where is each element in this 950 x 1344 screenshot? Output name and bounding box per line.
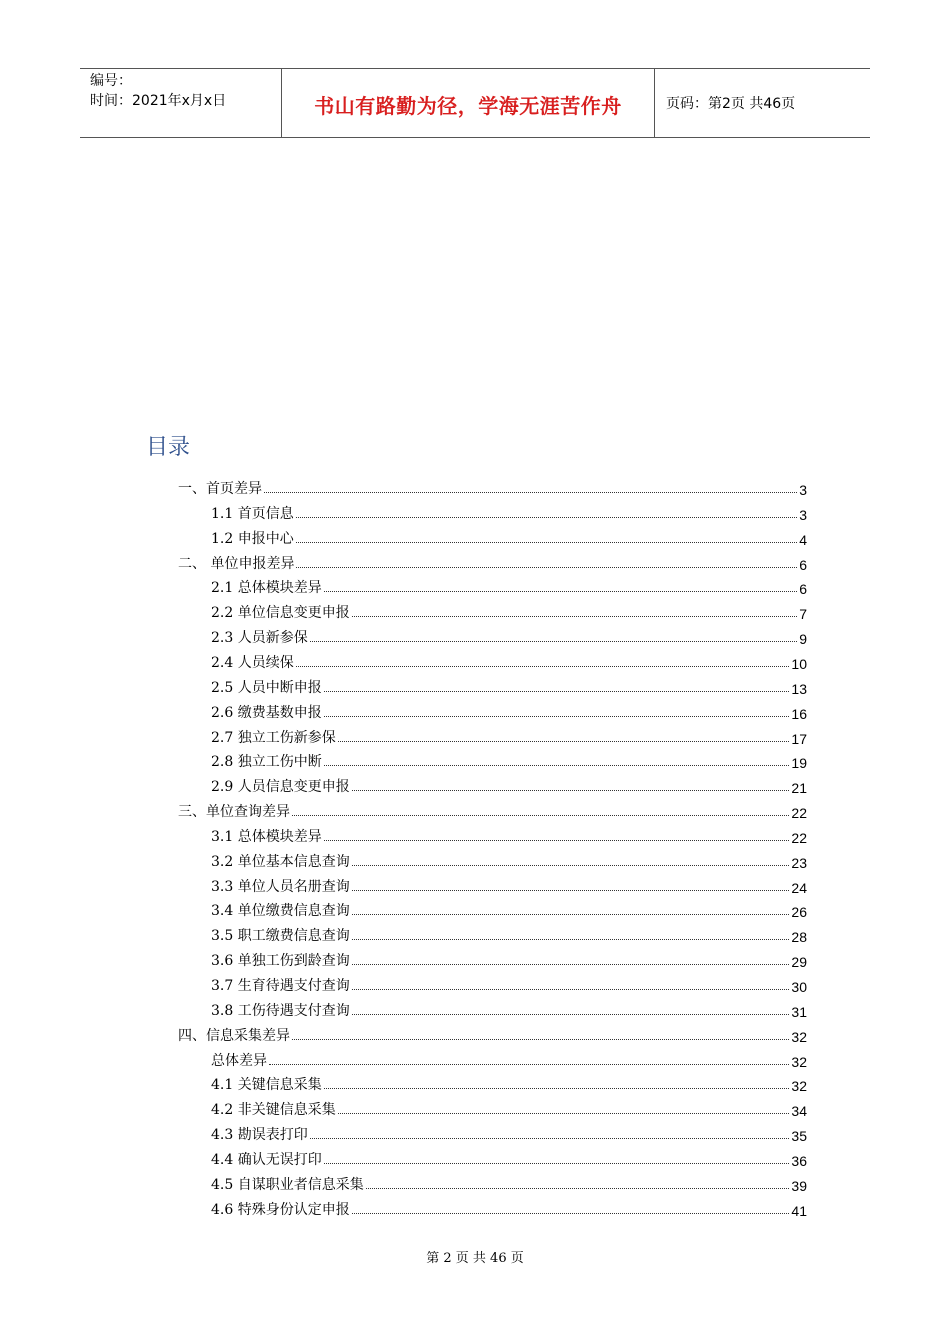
toc-entry[interactable] xyxy=(211,874,807,896)
toc-entry-label: 4.4 确认无误打印 xyxy=(211,1151,322,1168)
toc-entry[interactable] xyxy=(211,774,807,796)
toc-leader-dots xyxy=(310,1137,790,1139)
toc-entry[interactable] xyxy=(211,948,807,970)
toc-entry-page: 34 xyxy=(791,1103,807,1120)
toc-entry[interactable] xyxy=(211,650,807,672)
toc-leader-dots xyxy=(352,963,790,965)
toc-entry-page: 31 xyxy=(791,1003,807,1020)
toc-entry[interactable] xyxy=(211,1172,807,1194)
toc-entry-label: 二、 单位申报差异 xyxy=(178,555,295,572)
toc-leader-dots xyxy=(338,1112,790,1114)
toc-leader-dots xyxy=(352,1013,790,1015)
toc-entry[interactable] xyxy=(211,1197,807,1219)
toc-entry-label: 3.1 总体模块差异 xyxy=(211,828,322,845)
toc-entry-page: 10 xyxy=(791,655,807,672)
toc-entry-label: 2.3 人员新参保 xyxy=(211,630,308,647)
toc-leader-dots xyxy=(269,1063,789,1065)
toc-entry-label: 一、首页差异 xyxy=(178,481,262,497)
toc-entry[interactable] xyxy=(211,1097,807,1119)
toc-leader-dots xyxy=(310,640,797,642)
header-motto: 书山有路勤为径，学海无涯苦作舟 xyxy=(314,94,622,118)
toc-entry-page: 9 xyxy=(799,631,807,648)
toc-entry-label: 4.6 特殊身份认定申报 xyxy=(211,1201,350,1218)
toc-leader-dots xyxy=(296,541,797,543)
toc-entry-page: 39 xyxy=(791,1177,807,1194)
toc-entry-label: 4.5 自谋职业者信息采集 xyxy=(211,1176,364,1193)
toc-entry-page: 23 xyxy=(791,854,807,871)
toc-entry-page: 13 xyxy=(791,680,807,697)
toc-entry[interactable] xyxy=(178,476,807,498)
toc-entry-label: 2.9 人员信息变更申报 xyxy=(211,779,350,796)
toc-leader-dots xyxy=(292,1038,789,1040)
toc-entry-label: 1.2 申报中心 xyxy=(211,530,294,547)
toc-entry-label: 2.4 人员续保 xyxy=(211,654,294,671)
header-page-info: 页码：第2页 共46页 xyxy=(666,96,796,112)
toc-leader-dots xyxy=(352,864,790,866)
toc-entry-label: 总体差异 xyxy=(211,1052,267,1069)
toc-entry-label: 4.1 关键信息采集 xyxy=(211,1077,322,1094)
toc-entry-label: 3.8 工伤待遇支付查询 xyxy=(211,1002,350,1019)
toc-entry[interactable] xyxy=(211,1048,807,1070)
toc-entry-label: 2.2 单位信息变更申报 xyxy=(211,605,350,622)
toc-leader-dots xyxy=(352,913,790,915)
toc-leader-dots xyxy=(296,516,797,518)
toc-entry[interactable] xyxy=(211,973,807,995)
toc-leader-dots xyxy=(352,889,790,891)
toc-entry[interactable] xyxy=(211,700,807,722)
toc-leader-dots xyxy=(324,1087,790,1089)
number-label: 编号： xyxy=(90,73,132,89)
toc-leader-dots xyxy=(324,590,797,592)
toc-entry-page: 17 xyxy=(791,730,807,747)
toc-leader-dots xyxy=(296,665,790,667)
toc-entry[interactable] xyxy=(178,799,807,821)
toc-entry-label: 3.7 生育待遇支付查询 xyxy=(211,978,350,994)
toc-entry-page: 22 xyxy=(791,805,807,822)
toc-entry-label: 2.5 人员中断申报 xyxy=(211,679,322,696)
toc-entry[interactable] xyxy=(178,1023,807,1045)
toc-entry-label: 2.6 缴费基数申报 xyxy=(211,704,322,721)
toc-leader-dots xyxy=(324,764,790,766)
toc-entry[interactable] xyxy=(211,1122,807,1144)
toc-entry-page: 16 xyxy=(791,705,807,722)
toc-title: 目录 xyxy=(146,435,191,460)
toc-leader-dots xyxy=(366,1187,790,1189)
time-label: 时间：2021年x月x日 xyxy=(90,93,227,109)
toc-leader-dots xyxy=(296,566,797,568)
toc-entry-page: 24 xyxy=(791,879,807,896)
toc-entry[interactable] xyxy=(211,923,807,945)
toc-entry-page: 4 xyxy=(799,531,807,548)
toc-entry[interactable] xyxy=(211,1072,807,1094)
toc-entry-label: 3.3 单位人员名册查询 xyxy=(211,878,350,895)
toc-leader-dots xyxy=(264,491,797,493)
toc-entry[interactable] xyxy=(178,551,807,573)
toc-entry-label: 2.8 独立工伤中断 xyxy=(211,754,322,771)
page-header xyxy=(80,68,870,138)
toc-leader-dots xyxy=(292,814,789,816)
toc-entry-page: 21 xyxy=(791,780,807,797)
toc-leader-dots xyxy=(324,1162,790,1164)
toc-entry-page: 30 xyxy=(791,979,807,995)
page-footer: 第 2 页 共 46 页 xyxy=(426,1251,524,1266)
toc-leader-dots xyxy=(324,839,790,841)
toc-leader-dots xyxy=(352,988,790,990)
toc-entry-page: 32 xyxy=(791,1053,807,1070)
toc-entry[interactable] xyxy=(211,849,807,871)
toc-entry-label: 3.5 职工缴费信息查询 xyxy=(211,928,350,945)
toc-entry-label: 2.7 独立工伤新参保 xyxy=(211,729,336,746)
toc-entry-label: 三、单位查询差异 xyxy=(178,804,290,821)
toc-entry-page: 41 xyxy=(791,1202,807,1219)
toc-entry-page: 29 xyxy=(791,954,807,971)
toc-entry[interactable] xyxy=(211,1147,807,1169)
toc-entry[interactable] xyxy=(211,600,807,622)
toc-entry[interactable] xyxy=(211,675,807,697)
toc-entry[interactable] xyxy=(211,749,807,771)
toc-entry-page: 22 xyxy=(791,829,807,846)
toc-entry-page: 6 xyxy=(799,581,807,598)
toc-entry-page: 19 xyxy=(791,755,807,772)
toc-entry-page: 28 xyxy=(791,929,807,946)
toc-entry[interactable] xyxy=(211,501,807,523)
toc-leader-dots xyxy=(352,615,797,617)
toc-entry-label: 四、信息采集差异 xyxy=(178,1027,290,1044)
toc-entry[interactable] xyxy=(211,625,807,647)
header-divider xyxy=(654,69,655,137)
toc-leader-dots xyxy=(324,690,790,692)
toc-leader-dots xyxy=(324,715,790,717)
toc-leader-dots xyxy=(352,789,790,791)
toc-leader-dots xyxy=(338,740,790,742)
toc-leader-dots xyxy=(352,1212,790,1214)
toc-entry[interactable] xyxy=(211,898,807,920)
toc-entry-label: 3.4 单位缴费信息查询 xyxy=(211,903,350,920)
toc-entry-page: 7 xyxy=(799,606,807,623)
toc-entry-page: 32 xyxy=(791,1028,807,1045)
header-meta xyxy=(90,71,226,111)
toc-entry[interactable] xyxy=(211,998,807,1020)
toc-entry-page: 35 xyxy=(791,1128,807,1145)
toc-entry-page: 6 xyxy=(799,556,807,573)
toc-entry-label: 3.2 单位基本信息查询 xyxy=(211,853,350,870)
toc-entry-label: 4.2 非关键信息采集 xyxy=(211,1102,336,1119)
toc-entry[interactable] xyxy=(211,575,807,597)
toc-entry-label: 1.1 首页信息 xyxy=(211,505,294,522)
toc-entry[interactable] xyxy=(211,725,807,747)
toc-entry-page: 3 xyxy=(799,506,807,523)
toc-entry-page: 32 xyxy=(791,1078,807,1095)
toc-leader-dots xyxy=(352,938,790,940)
toc-entry-label: 4.3 勘误表打印 xyxy=(211,1127,308,1144)
toc-entry[interactable] xyxy=(211,824,807,846)
toc-entry-page: 26 xyxy=(791,904,807,921)
toc-entry-page: 3 xyxy=(799,482,807,498)
toc-entry-label: 2.1 总体模块差异 xyxy=(211,580,322,597)
toc-entry-label: 3.6 单独工伤到龄查询 xyxy=(211,953,350,970)
toc-entry[interactable] xyxy=(211,526,807,548)
toc-entry-page: 36 xyxy=(791,1152,807,1169)
